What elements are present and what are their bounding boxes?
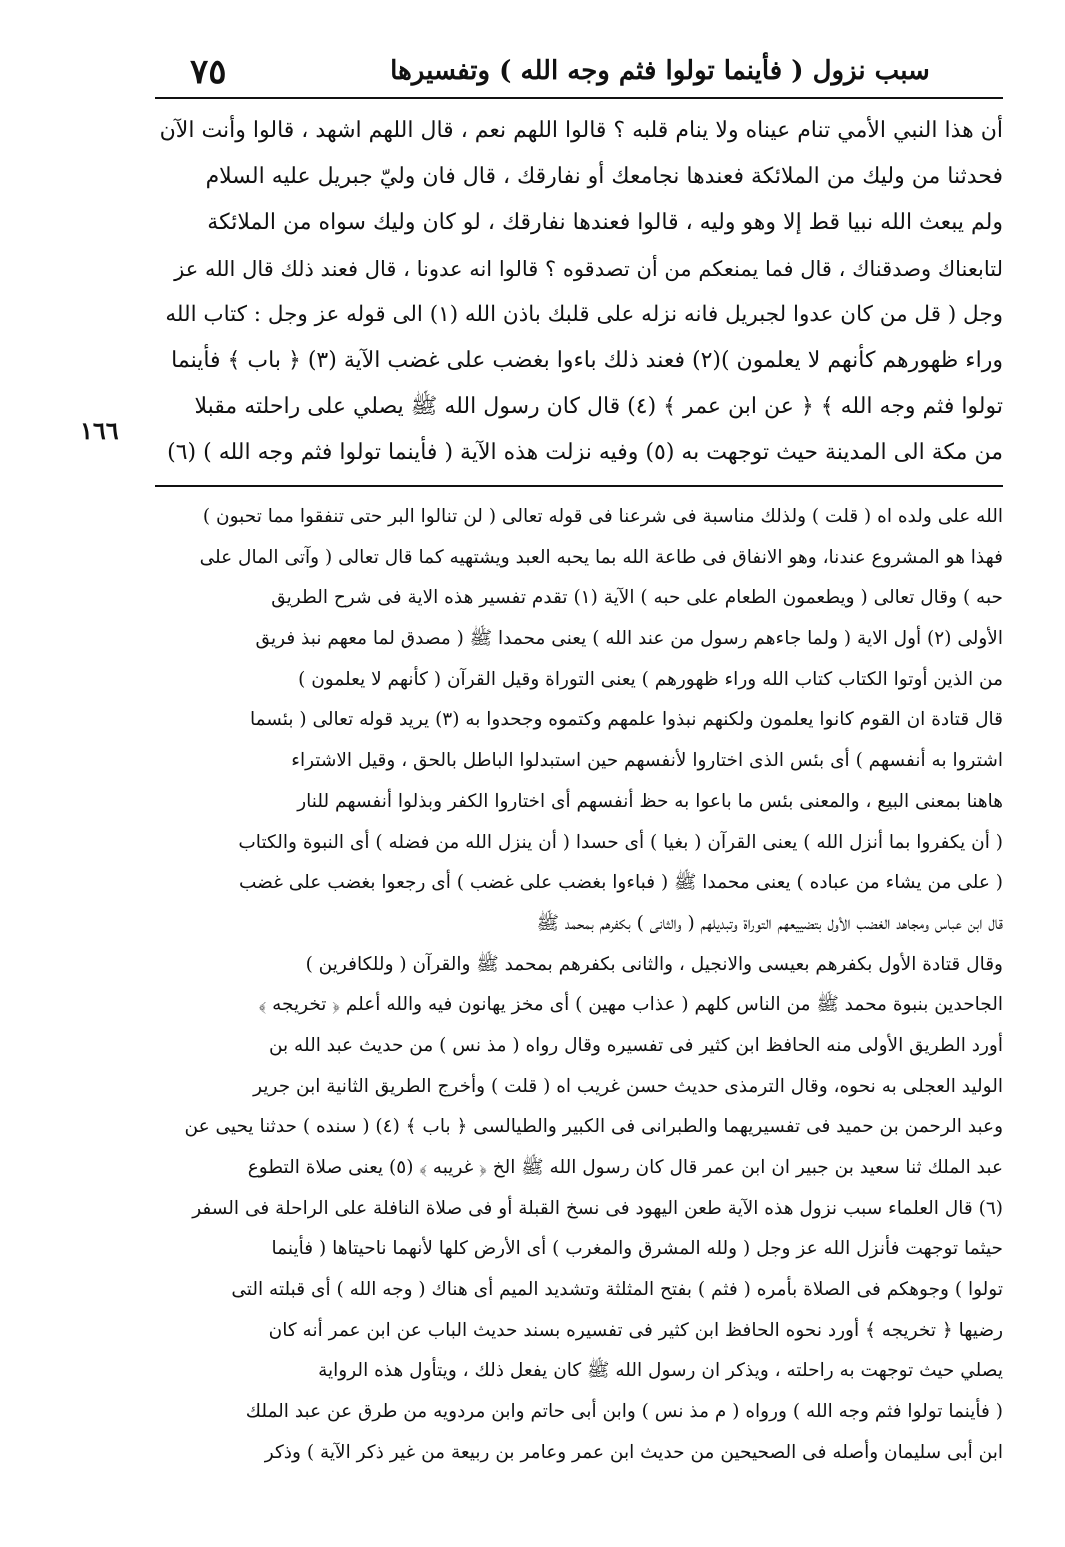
footnote-line: اشتروا به أنفسهم ) أى بئس الذى اختاروا لأنفسهم حين استبدلوا الباطل بالحق ، وقيل الاشتراء	[291, 750, 1003, 772]
footnote-line: من الذين أوتوا الكتاب كتاب الله وراء ظهورهم ) يعنى التوراة وقيل القرآن ( كأنهم لا يعلمون )	[298, 668, 1003, 690]
page-number: ٧٥	[190, 52, 227, 92]
footnote-line: حيثما توجهت فأنزل الله عز وجل ( ولله المشرق والمغرب ) أى الأرض كلها لأنهما ناحيتاها ( فأينما	[271, 1238, 1003, 1260]
footnote-line: هاهنا بمعنى البيع ، والمعنى بئس ما باعوا به حظ أنفسهم أى اختاروا الكفر وبذلوا أنفسهم للنار	[297, 790, 1003, 812]
footnote-line: ( فأينما تولوا فثم وجه الله ) ورواه ( م مذ نس ) وابن أبى حاتم وابن مردويه من طرق عن عبد الملك	[245, 1401, 1003, 1423]
footnote-line: ابن أبى سليمان وأصله فى الصحيحين من حديث ابن عمر وعامر بن ربيعة من غير ذكر الآية ) وذكر	[264, 1441, 1003, 1463]
page-header	[150, 50, 1010, 100]
footnote-divider	[155, 485, 1003, 487]
footnote-line: حبه ) وقال تعالى ( ويطعمون الطعام على حبه ) الآية (١) تقدم تفسير هذه الاية فى شرح الطريق	[271, 587, 1003, 609]
footnote-line: أورد الطريق الأولى منه الحافظ ابن كثير فى تفسيره وقال رواه ( مذ نس ) من حديث عبد الله بن	[268, 1034, 1003, 1056]
main-text-line: ولم يبعث الله نبيا قط إلا وهو وليه ، قالوا فعندها نفارقك ، لو كان وليك سواه من الملائكة	[207, 210, 1003, 235]
footnote-line: يصلي حيث توجهت به راحلته ، ويذكر ان رسول الله ﷺ كان يفعل ذلك ، ويتأول هذه الرواية	[318, 1360, 1003, 1382]
header-divider	[155, 97, 1003, 99]
footnote-line: ( على من يشاء من عباده ) يعنى محمدا ﷺ ( فباءوا بغضب على غضب ) أى رجعوا بغضب على غضب	[239, 872, 1003, 894]
footnotes-block	[155, 497, 1003, 1474]
main-text-line: أن هذا النبي الأمي تنام عيناه ولا ينام قلبه ؟ قالوا اللهم نعم ، قال اللهم اشهد ، قالوا وأنت الآن	[159, 118, 1003, 143]
main-text-line: وراء ظهورهم كأنهم لا يعلمون )(٢) فعند ذلك باءوا بغضب على غضب الآية (٣) ﴿ باب ﴾ فأينما	[171, 348, 1003, 373]
footnote-line: فهذا هو المشروع عندنا، وهو الانفاق فى طاعة الله بما يحبه العبد ويشتهيه كما قال تعالى ( وآتى المال على	[199, 546, 1003, 568]
footnote-line: وعبد الرحمن بن حميد فى تفسيريهما والطبرانى فى الكبير والطيالسى ﴿ باب ﴾ (٤) ( سنده ) حدثنا يحيى عن	[184, 1116, 1003, 1138]
footnote-line: قال ابن عباس ومجاهد الغضب الأول بتضييعهم التوراة وتبديلهم ( والثانى ) بكفرهم بمحمد ﷺ	[536, 912, 1003, 934]
footnote-line: الله على ولده اه ( قلت ) ولذلك مناسبة فى شرعنا فى قوله تعالى ( لن تنالوا البر حتى تنفقوا مما تحبون )	[202, 506, 1003, 527]
footnote-line: الأولى (٢) أول الاية ( ولما جاءهم رسول من عند الله ) يعنى محمدا ﷺ ( مصدق لما معهم نبذ فريق	[255, 628, 1003, 650]
main-text-block	[155, 108, 1003, 476]
footnote-line: (٦) قال العلماء سبب نزول هذه الآية طعن اليهود فى نسخ القبلة أو فى صلاة النافلة على الراحلة فى السفر	[192, 1197, 1003, 1219]
footnote-line: الجاحدين بنبوة محمد ﷺ من الناس كلهم ( عذاب مهين ) أى مخز يهانون فيه والله أعلم ﴿ تخريجه ﴾	[258, 994, 1003, 1016]
footnote-line: رضيها ﴿ تخريجه ﴾ أورد نحوه الحافظ ابن كثير فى تفسيره بسند حديث الباب عن ابن عمر أنه كان	[268, 1319, 1003, 1341]
footnote-line: وقال قتادة الأول بكفرهم بعيسى والانجيل ، والثانى بكفرهم بمحمد ﷺ والقرآن ( وللكافرين )	[305, 953, 1003, 975]
main-text-line: فحدثنا من وليك من الملائكة فعندها نجامعك أو نفارقك ، قال فان وليّ جبريل عليه السلام	[205, 164, 1003, 189]
hadith-margin-number: ١٦٦	[80, 416, 119, 445]
footnote-line: الوليد العجلى به نحوه، وقال الترمذى حديث حسن غريب اه ( قلت ) وأخرج الطريق الثانية ابن جرير	[253, 1075, 1003, 1097]
running-title: سبب نزول ( فأينما تولوا فثم وجه الله ) وتفسيرها	[390, 56, 930, 86]
main-text-line: من مكة الى المدينة حيث توجهت به (٥) وفيه نزلت هذه الآية ( فأينما تولوا فثم وجه الله ) (٦)	[167, 440, 1003, 465]
footnote-line: ( أن يكفروا بما أنزل الله ) يعنى القرآن ( بغيا ) أى حسدا ( أن ينزل الله من فضله ) أى النبوة والكتاب	[238, 831, 1003, 853]
main-text-line: تولوا فثم وجه الله ﴾ ﴿ عن ابن عمر ﴾ (٤) قال كان رسول الله ﷺ يصلي على راحلته مقبلا	[194, 394, 1003, 419]
footnote-line: تولوا ) وجوهكم فى الصلاة بأمره ( فثم ) بفتح المثلثة وتشديد الميم أى هناك ( وجه الله ) أى قبلته التى	[231, 1279, 1003, 1301]
main-text-line: وجل ( قل من كان عدوا لجبريل فانه نزله على قلبك باذن الله (١) الى قوله عز وجل : كتاب الله	[165, 302, 1003, 327]
footnote-line: عبد الملك ثنا سعيد بن جبير ان ابن عمر قال كان رسول الله ﷺ الخ ﴿ غريبه ﴾ (٥) يعنى صلاة التطوع	[247, 1157, 1003, 1178]
main-text-line: لتابعناك وصدقناك ، قال فما يمنعكم من أن تصدقوه ؟ قالوا انه عدونا ، قال فعند ذلك قال الله عز	[174, 257, 1003, 281]
footnote-line: قال قتادة ان القوم كانوا يعلمون ولكنهم نبذوا علمهم وكتموه وجحدوا به (٣) يريد قوله تعالى ( بئسما	[249, 709, 1003, 731]
